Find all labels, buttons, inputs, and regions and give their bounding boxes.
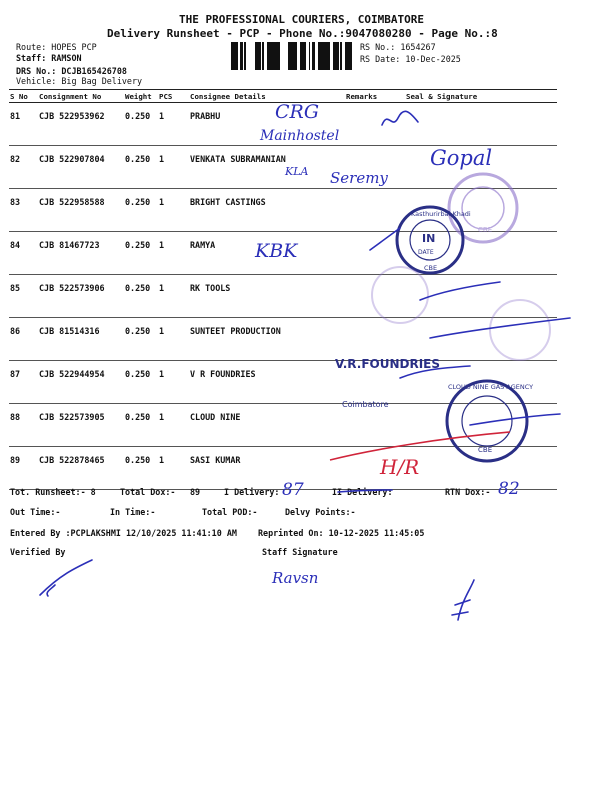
consignee-name: V R FOUNDRIES xyxy=(189,361,345,404)
consignment-no: CJB 522958588 xyxy=(38,189,124,232)
total-dox-label: Total Dox:- xyxy=(120,487,176,497)
remarks-cell xyxy=(345,232,405,275)
table-row xyxy=(9,189,557,232)
table-row xyxy=(9,361,557,404)
stamp-84-bottom: CBE xyxy=(424,264,438,272)
seal-cell xyxy=(405,447,557,490)
rs-date: RS Date: 10-Dec-2025 xyxy=(360,54,461,64)
sno: 85 xyxy=(9,275,38,318)
consignment-no: CJB 522953962 xyxy=(38,103,124,146)
barcode-bar xyxy=(340,42,342,70)
drs-label: DRS No.: DCJB165426708 xyxy=(16,66,127,76)
barcode-bar xyxy=(324,42,327,70)
barcode-bar xyxy=(345,42,346,70)
sno: 89 xyxy=(9,447,38,490)
sno: 83 xyxy=(9,189,38,232)
barcode-bar xyxy=(294,42,297,70)
vehicle-label: Vehicle: Big Bag Delivery xyxy=(16,76,143,86)
sno: 81 xyxy=(9,103,38,146)
ii-delivery-label: II Delivery: xyxy=(332,487,393,497)
sno: 88 xyxy=(9,404,38,447)
stamp-83-text: CBE xyxy=(478,226,493,234)
pcs: 1 xyxy=(158,404,189,447)
company-title: THE PROFESSIONAL COURIERS, COIMBATORE xyxy=(179,13,425,26)
stamp-84-mid: IN xyxy=(422,232,436,245)
consignee-name: CLOUD NINE xyxy=(189,404,345,447)
runsheet-table xyxy=(9,89,557,490)
table-row xyxy=(9,318,557,361)
barcode-bar xyxy=(273,42,274,70)
barcode-bar xyxy=(240,42,243,70)
col-consignment: Consignment No xyxy=(38,90,124,103)
reprinted-on: Reprinted On: 10-12-2025 11:45:05 xyxy=(258,528,425,538)
hw-82-remark: KLA xyxy=(285,165,309,178)
barcode-bar xyxy=(292,42,294,70)
barcode-bar xyxy=(232,42,234,70)
gas-agency-code: CBE xyxy=(478,446,493,454)
remarks-cell xyxy=(345,318,405,361)
consignment-no: CJB 522907804 xyxy=(38,146,124,189)
col-remarks: Remarks xyxy=(345,90,405,103)
seal-cell xyxy=(405,361,557,404)
seal-cell xyxy=(405,318,557,361)
hw-staff-sign: Ravsn xyxy=(272,569,319,587)
staff-signature-label: Staff Signature xyxy=(262,547,338,557)
barcode-bar xyxy=(258,42,261,70)
barcode-bar xyxy=(267,42,268,70)
col-pcs: PCS xyxy=(158,90,189,103)
col-sno: S No xyxy=(9,90,38,103)
stamp-84-date: DATE xyxy=(418,249,434,256)
barcode xyxy=(228,42,356,70)
table-row xyxy=(9,103,557,146)
barcode-bar xyxy=(274,42,276,70)
rtn-dox-label: RTN Dox:- xyxy=(445,487,491,497)
col-weight: Weight xyxy=(124,90,158,103)
remarks-cell xyxy=(345,146,405,189)
barcode-bar xyxy=(336,42,339,70)
consignment-no: CJB 522573906 xyxy=(38,275,124,318)
total-pod: Total POD:- xyxy=(202,507,258,517)
barcode-bar xyxy=(276,42,279,70)
seal-cell xyxy=(405,146,557,189)
barcode-bar xyxy=(346,42,348,70)
consignee-name: BRIGHT CASTINGS xyxy=(189,189,345,232)
table-header-row xyxy=(9,90,557,103)
remarks-cell xyxy=(345,103,405,146)
total-dox-value: 89 xyxy=(190,487,201,497)
weight: 0.250 xyxy=(124,189,158,232)
table-row xyxy=(9,404,557,447)
barcode-bar xyxy=(288,42,291,70)
hw-rtn: 82 xyxy=(498,479,520,499)
barcode-bar xyxy=(309,42,310,70)
consignment-no: CJB 522878465 xyxy=(38,447,124,490)
barcode-bar xyxy=(328,42,330,70)
barcode-bar xyxy=(348,42,351,70)
weight: 0.250 xyxy=(124,232,158,275)
foundry-stamp-address: Coimbatore xyxy=(342,400,389,409)
hw-84-remark: KBK xyxy=(255,240,298,262)
barcode-bar xyxy=(291,42,292,70)
barcode-bar xyxy=(231,42,232,70)
seal-cell xyxy=(405,275,557,318)
table-row xyxy=(9,275,557,318)
barcode-bar xyxy=(270,42,273,70)
consignee-name: SASI KUMAR xyxy=(189,447,345,490)
pcs: 1 xyxy=(158,146,189,189)
consignment-no: CJB 81467723 xyxy=(38,232,124,275)
pcs: 1 xyxy=(158,189,189,232)
barcode-bar xyxy=(255,42,256,70)
sno: 84 xyxy=(9,232,38,275)
barcode-bar xyxy=(334,42,336,70)
route-label: Route: HOPES PCP xyxy=(16,42,97,52)
remarks-cell xyxy=(345,361,405,404)
barcode-bar xyxy=(333,42,334,70)
barcode-bar xyxy=(300,42,303,70)
consignment-no: CJB 522573905 xyxy=(38,404,124,447)
seal-cell xyxy=(405,189,557,232)
i-delivery-label: I Delivery: xyxy=(224,487,280,497)
hw-82-sign: Gopal xyxy=(430,146,493,170)
delvy-points: Delvy Points:- xyxy=(285,507,356,517)
weight: 0.250 xyxy=(124,103,158,146)
gas-agency-text: CLOUD NINE GAS AGENCY xyxy=(448,383,534,391)
pcs: 1 xyxy=(158,361,189,404)
barcode-bar xyxy=(256,42,258,70)
barcode-bar xyxy=(327,42,328,70)
rs-number: RS No.: 1654267 xyxy=(360,42,436,52)
entered-by: Entered By :PCPLAKSHMI 12/10/2025 11:41:10 AM xyxy=(10,528,237,538)
out-time: Out Time:- xyxy=(10,507,61,517)
table-row xyxy=(9,447,557,490)
consignee-name: RAMYA xyxy=(189,232,345,275)
seal-cell xyxy=(405,404,557,447)
consignment-no: CJB 81514316 xyxy=(38,318,124,361)
sno: 82 xyxy=(9,146,38,189)
barcode-bar xyxy=(322,42,324,70)
barcode-bar xyxy=(262,42,264,70)
hw-82-remark-2: Seremy xyxy=(330,169,388,187)
remarks-cell xyxy=(345,275,405,318)
in-time: In Time:- xyxy=(110,507,156,517)
barcode-bar xyxy=(268,42,270,70)
pcs: 1 xyxy=(158,103,189,146)
runsheet-subtitle: Delivery Runsheet - PCP - Phone No.:9047080280 - Page No.:8 xyxy=(107,27,498,40)
barcode-bar xyxy=(312,42,315,70)
pcs: 1 xyxy=(158,447,189,490)
verified-by: Verified By xyxy=(10,547,66,557)
consignee-name: SUNTEET PRODUCTION xyxy=(189,318,345,361)
pcs: 1 xyxy=(158,318,189,361)
col-consignee: Consignee Details xyxy=(189,90,345,103)
remarks-cell xyxy=(345,189,405,232)
seal-cell xyxy=(405,232,557,275)
table-row xyxy=(9,146,557,189)
remarks-cell xyxy=(345,447,405,490)
barcode-bar xyxy=(303,42,304,70)
remarks-cell xyxy=(345,404,405,447)
barcode-bar xyxy=(234,42,237,70)
table-row xyxy=(9,232,557,275)
pcs: 1 xyxy=(158,232,189,275)
barcode-bar xyxy=(321,42,322,70)
col-seal-signature: Seal & Signature xyxy=(405,90,557,103)
staff-label: Staff: RAMSON xyxy=(16,53,82,63)
hw-81-remark-2: Mainhostel xyxy=(260,128,340,144)
consignee-name: VENKATA SUBRAMANIAN xyxy=(189,146,345,189)
weight: 0.250 xyxy=(124,404,158,447)
hw-bottom-mark xyxy=(452,580,474,620)
hw-89-remark: H/R xyxy=(380,455,420,479)
weight: 0.250 xyxy=(124,275,158,318)
seal-cell xyxy=(405,103,557,146)
barcode-bar xyxy=(244,42,246,70)
hw-i-delivery: 87 xyxy=(282,480,304,500)
barcode-bar xyxy=(304,42,306,70)
sno: 86 xyxy=(9,318,38,361)
barcode-bar xyxy=(279,42,280,70)
consignee-name: PRABHU xyxy=(189,103,345,146)
pcs: 1 xyxy=(158,275,189,318)
sno: 87 xyxy=(9,361,38,404)
consignee-name: RK TOOLS xyxy=(189,275,345,318)
hw-verified-sign xyxy=(40,560,92,596)
barcode-bar xyxy=(351,42,352,70)
weight: 0.250 xyxy=(124,318,158,361)
consignment-no: CJB 522944954 xyxy=(38,361,124,404)
tot-runsheet: Tot. Runsheet:- 8 xyxy=(10,487,96,497)
weight: 0.250 xyxy=(124,146,158,189)
foundry-stamp-name: V.R.FOUNDRIES xyxy=(335,357,441,371)
barcode-bar xyxy=(237,42,238,70)
stamp-84-top: Kasthurirbai Khadi xyxy=(411,210,471,218)
hw-81-remark: CRG xyxy=(275,101,320,123)
weight: 0.250 xyxy=(124,447,158,490)
weight: 0.250 xyxy=(124,361,158,404)
barcode-bar xyxy=(318,42,321,70)
